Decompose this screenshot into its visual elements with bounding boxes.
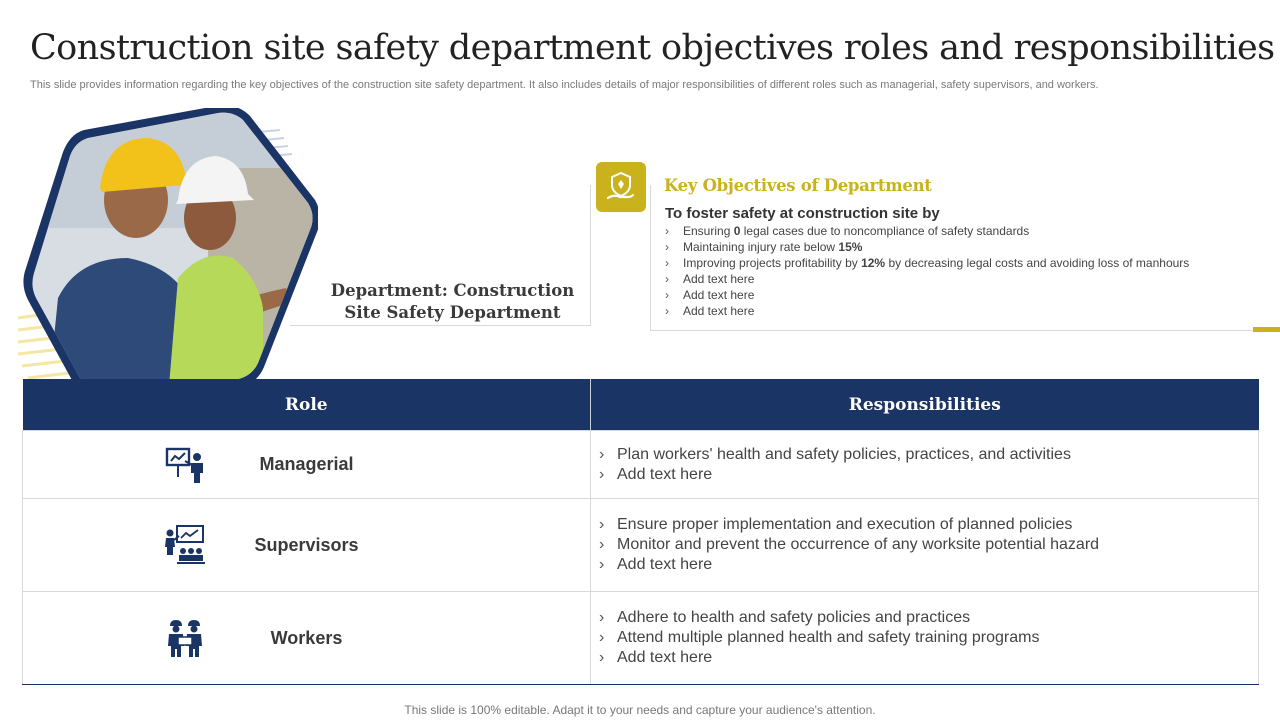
objective-highlight: 15% [838, 240, 863, 254]
chevron-right-icon: › [665, 304, 669, 318]
objective-text: legal cases due to noncompliance of safety standards [740, 224, 1030, 238]
chevron-right-icon: › [665, 288, 669, 302]
responsibility-item [599, 555, 1258, 575]
responsibility-text: Attend multiple planned health and safety training programs [617, 629, 1040, 646]
chevron-right-icon: › [599, 609, 605, 626]
connector-line [590, 185, 591, 325]
role-cell [23, 431, 591, 499]
responsibility-item [599, 608, 1258, 628]
chevron-right-icon: › [665, 256, 669, 270]
chevron-right-icon: › [599, 649, 605, 666]
workers-photo [18, 108, 318, 398]
objectives-intro: To foster safety at construction site by [665, 205, 940, 222]
objective-text: Improving projects profitability by [683, 256, 862, 270]
objective-text: Maintaining injury rate below [683, 240, 839, 254]
objective-highlight: 0 [733, 224, 741, 238]
role-cell [23, 499, 591, 592]
roles-table [22, 379, 1259, 685]
role-name: Managerial [259, 454, 354, 474]
role-name: Supervisors [254, 534, 359, 555]
table-row [23, 592, 1259, 685]
footer-note: This slide is 100% editable. Adapt it to your needs and capture your audience's attention. [404, 703, 876, 717]
objective-item [665, 223, 1189, 239]
responsibilities-list [591, 445, 1258, 485]
responsibilities-cell [591, 592, 1259, 685]
table-header-row [23, 379, 1259, 431]
role-name: Workers [270, 627, 343, 648]
responsibilities-list [591, 608, 1258, 668]
chevron-right-icon: › [665, 240, 669, 254]
objectives-list [665, 223, 1189, 319]
responsibility-item [599, 535, 1258, 555]
chevron-right-icon: › [665, 224, 669, 238]
responsibility-text: Adhere to health and safety policies and practices [617, 609, 971, 626]
slide-subtitle: This slide provides information regarding the key objectives of the construction site safety department. It also includes details of major responsibilities of different roles such as managerial, safety supervisors, and workers. [30, 79, 1099, 91]
accent-bar [1253, 327, 1280, 332]
responsibility-item [599, 628, 1258, 648]
chevron-right-icon: › [599, 445, 605, 463]
responsibility-text: Plan workers' health and safety policies, practices, and activities [617, 445, 1071, 463]
objective-highlight: 12% [861, 256, 886, 270]
responsibility-text: Add text here [617, 556, 713, 573]
department-label-line: Site Safety Department [344, 303, 561, 322]
shield-hand-icon [596, 162, 646, 212]
chevron-right-icon: › [599, 516, 605, 533]
objective-item [665, 287, 1189, 303]
department-label-line: Department: Construction [330, 281, 575, 300]
chevron-right-icon: › [599, 465, 605, 483]
objective-text: Add text here [683, 288, 755, 302]
workers-helmet-icon [163, 616, 207, 660]
objective-item [665, 303, 1189, 319]
responsibility-text: Add text here [617, 649, 713, 666]
role-cell [23, 592, 591, 685]
chevron-right-icon: › [599, 629, 605, 646]
chevron-right-icon: › [599, 556, 605, 573]
responsibility-item [599, 648, 1258, 668]
meeting-presentation-icon [163, 523, 207, 567]
department-label [310, 280, 595, 324]
objective-item [665, 271, 1189, 287]
header-responsibilities: Responsibilities [591, 379, 1259, 431]
responsibility-text: Ensure proper implementation and execution of planned policies [617, 516, 1073, 533]
objective-text: Ensuring [683, 224, 734, 238]
table-row [23, 431, 1259, 499]
responsibility-item [599, 465, 1258, 485]
responsibilities-cell [591, 499, 1259, 592]
slide-title: Construction site safety department objectives roles and responsibilities [30, 28, 1275, 68]
responsibility-text: Add text here [617, 465, 713, 483]
objectives-heading: Key Objectives of Department [664, 176, 932, 195]
chevron-right-icon: › [665, 272, 669, 286]
objective-item [665, 239, 1189, 255]
objective-text: Add text here [683, 272, 755, 286]
responsibilities-cell [591, 431, 1259, 499]
header-role: Role [23, 379, 591, 431]
responsibilities-list [591, 515, 1258, 575]
table-row [23, 499, 1259, 592]
responsibility-item [599, 445, 1258, 465]
objective-text: by decreasing legal costs and avoiding loss of manhours [885, 256, 1190, 270]
objective-text: Add text here [683, 304, 755, 318]
presenter-chart-icon [163, 443, 207, 487]
responsibility-text: Monitor and prevent the occurrence of any worksite potential hazard [617, 536, 1100, 553]
responsibility-item [599, 515, 1258, 535]
chevron-right-icon: › [599, 536, 605, 553]
objective-item [665, 255, 1189, 271]
